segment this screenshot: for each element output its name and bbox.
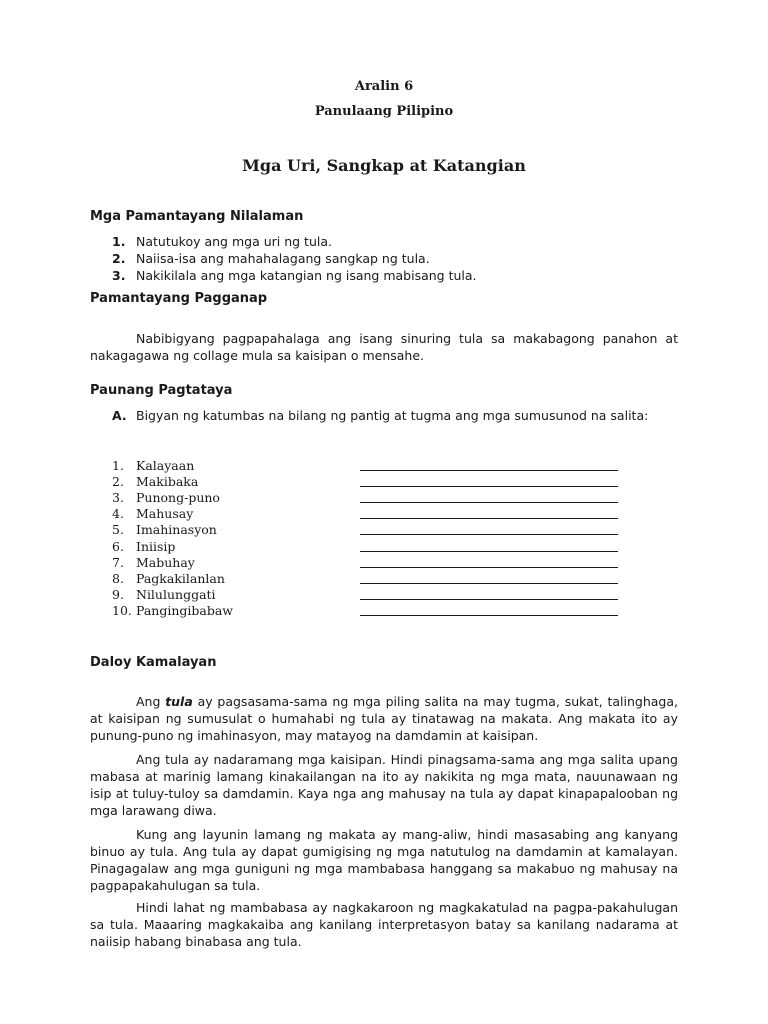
daloy-paragraph-4: Hindi lahat ng mambabasa ay nagkakaroon ng magkakatulad na pagpa-pakahulugan sa tula. Maaaring magkakaiba ang kanilang interpretasyon batay sa kanilang nadarama at naiisip habang binabasa ang tula. xyxy=(90,899,678,949)
list-item: 10. Pangingibabaw xyxy=(112,603,622,619)
answer-line[interactable] xyxy=(360,583,618,584)
list-item: 6. Iniisip xyxy=(112,539,622,555)
list-item: 2. Makibaka xyxy=(112,474,622,490)
answer-line[interactable] xyxy=(360,615,618,616)
content-standards-heading: Mga Pamantayang Nilalaman xyxy=(90,209,304,224)
performance-standard-heading: Pamantayang Pagganap xyxy=(90,291,268,306)
list-item: 3. Nakikilala ang mga katangian ng isang mabisang tula. xyxy=(112,268,477,283)
lesson-number: Aralin 6 xyxy=(354,79,414,94)
daloy-paragraph-3: Kung ang layunin lamang ng makata ay mang-aliw, hindi masasabing ang kanyang binuo ay tula. Ang tula ay dapat gumigising ng mga natutulog na damdamin at kamalayan. Pinagagalaw ang mga guniguni ng mga mambabasa hanggang sa makabuo ng mahusay na pagpapakahulugan sa tula. xyxy=(90,826,678,893)
pretest-instruction: A. Bigyan ng katumbas na bilang ng pantig at tugma ang mga sumusunod na salita: xyxy=(112,408,649,423)
pretest-heading: Paunang Pagtataya xyxy=(90,383,233,398)
list-item: 1. Natutukoy ang mga uri ng tula. xyxy=(112,234,332,249)
list-item: 2. Naiisa-isa ang mahahalagang sangkap ng tula. xyxy=(112,251,430,266)
answer-line[interactable] xyxy=(360,551,618,552)
answer-line[interactable] xyxy=(360,534,618,535)
list-item: 3. Punong-puno xyxy=(112,490,622,506)
daloy-paragraph-2: Ang tula ay nadaramang mga kaisipan. Hindi pinagsama-sama ang mga salita upang mabasa at marinig lamang kinakailangan na ito ay nakikita ng mga mata, nauunawaan ng isip at tuluy-tuloy sa damdamin. Kaya nga ang mahusay na tula ay dapat kinapapalooban ng mga larawang diwa. xyxy=(90,751,678,818)
subject-title: Panulaang Pilipino xyxy=(314,104,454,119)
answer-line[interactable] xyxy=(360,567,618,568)
performance-standard-text: Nabibigyang pagpapahalaga ang isang sinuring tula sa makabagong panahon at nakagagawa ng collage mula sa kaisipan o mensahe. xyxy=(90,330,678,363)
list-item: 1. Kalayaan xyxy=(112,458,622,474)
emphasized-term: tula xyxy=(165,693,193,709)
list-item: 7. Mabuhay xyxy=(112,555,622,571)
answer-line[interactable] xyxy=(360,470,618,471)
list-item: 9. Nilulunggati xyxy=(112,587,622,603)
answer-line[interactable] xyxy=(360,518,618,519)
answer-line[interactable] xyxy=(360,599,618,600)
list-item: 4. Mahusay xyxy=(112,506,622,522)
daloy-paragraph-1: Ang tula ay pagsasama-sama ng mga piling salita na may tugma, sukat, talinghaga, at kaisipan ng sumusulat o humahabi ng tula ay tinatawag na makata. Ang makata ito ay punung-puno ng imahinasyon, may matayog na damdamin at kaisipan. xyxy=(90,693,678,743)
list-item: 8. Pagkakilanlan xyxy=(112,571,622,587)
page-title: Mga Uri, Sangkap at Katangian xyxy=(242,156,526,175)
list-item: 5. Imahinasyon xyxy=(112,522,622,538)
daloy-heading: Daloy Kamalayan xyxy=(90,655,217,670)
answer-line[interactable] xyxy=(360,502,618,503)
answer-line[interactable] xyxy=(360,486,618,487)
